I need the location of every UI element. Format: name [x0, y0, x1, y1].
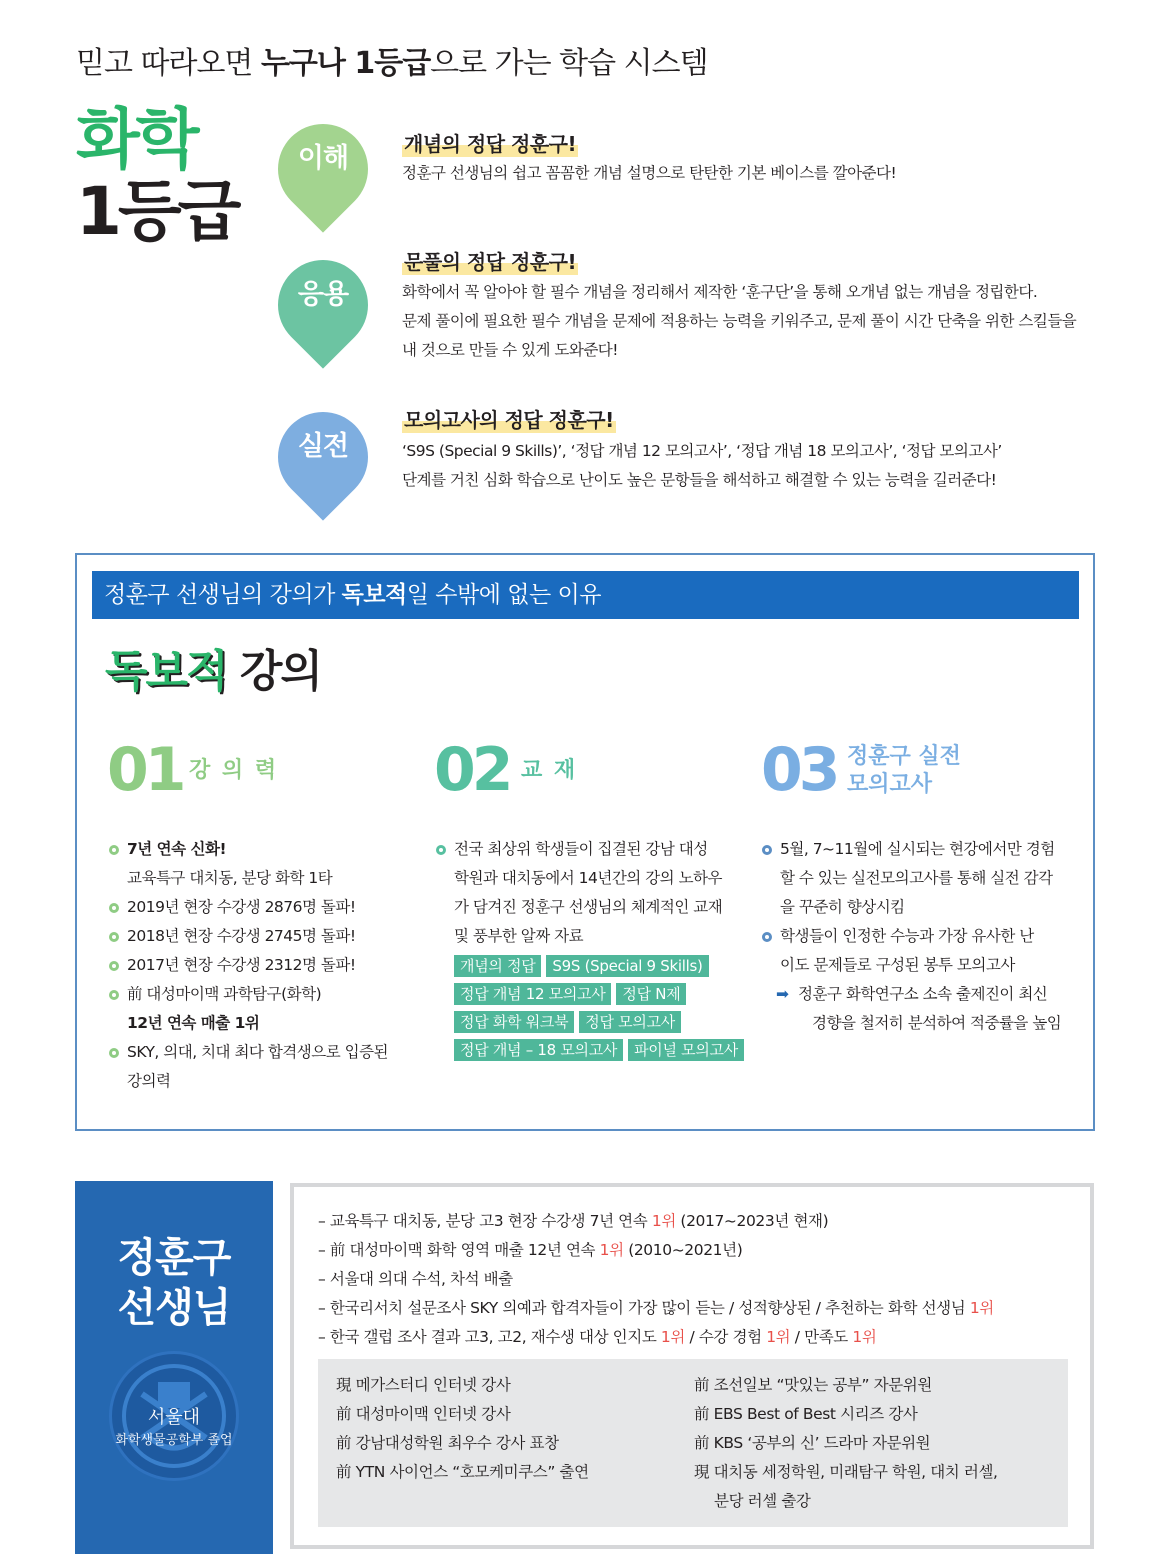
- item-line: 가 담겨진 정훈구 선생님의 체계적인 교재: [454, 898, 723, 916]
- arrow-right-icon: ➡: [776, 985, 789, 1003]
- column-number-3: 03: [761, 735, 837, 805]
- teacher-panel: [75, 1181, 273, 1554]
- book-tags: [454, 955, 754, 1067]
- teacher-name-line1: 정훈구: [117, 1235, 231, 1281]
- column-list-1: [109, 835, 429, 1096]
- career-column-left: [336, 1371, 589, 1487]
- item-sub: 12년 연속 매출 1위: [127, 1014, 260, 1032]
- step-badge-understand: 이해: [297, 142, 349, 174]
- achievement-line: [318, 1207, 994, 1236]
- bullet-icon: [109, 1048, 119, 1058]
- list-item: [436, 835, 756, 951]
- reasons-box: [75, 553, 1095, 1131]
- reasons-header-pre: 정훈구 선생님의 강의가: [104, 582, 342, 608]
- book-tag: S9S (Special 9 Skills): [546, 955, 708, 977]
- step-3-line: 단계를 거친 심화 학습으로 난이도 높은 문항들을 해석하고 해결할 수 있는 능력을 길러준다!: [402, 471, 997, 489]
- reasons-title-green: 독보적: [105, 646, 227, 697]
- headline: [76, 38, 708, 82]
- item-line: 이도 문제들로 구성된 봉투 모의고사: [780, 956, 1015, 974]
- career-history: [318, 1359, 1068, 1527]
- column-label-2: 교 재: [521, 758, 578, 783]
- item-text: 2018년 현장 수강생 2745명 돌파!: [127, 927, 356, 945]
- item-line: 할 수 있는 실전모의고사를 통해 실전 감각: [780, 869, 1053, 887]
- achievement-text: – 한국 갤럽 조사 결과 고3, 고2, 재수생 대상 인지도: [318, 1328, 661, 1346]
- book-tag: 정답 화학 워크북: [454, 1011, 574, 1033]
- list-item: [109, 835, 429, 893]
- column-list-3: [762, 835, 1082, 1038]
- rank-highlight: 1위: [852, 1328, 877, 1346]
- item-text: SKY, 의대, 치대 최다 합격생으로 입증된: [127, 1043, 389, 1061]
- item-line: 을 꾸준히 향상시킴: [780, 898, 905, 916]
- achievement-line: [318, 1236, 994, 1265]
- bullet-icon: [109, 932, 119, 942]
- rank-highlight: 1위: [599, 1241, 624, 1259]
- reasons-title-dark: 강의: [226, 646, 321, 697]
- achievement-text: / 수강 경험: [684, 1328, 767, 1346]
- career-item: 現 메가스터디 인터넷 강사: [336, 1376, 511, 1394]
- step-2-line: 화학에서 꼭 알아야 할 필수 개념을 정리해서 제작한 ‘훈구단’을 통해 오개념 없는 개념을 정립한다.: [402, 283, 1038, 301]
- list-item: [109, 1038, 429, 1096]
- bullet-icon: [762, 932, 772, 942]
- item-sub: 교육특구 대치동, 분당 화학 1타: [127, 869, 333, 887]
- step-badge-apply: 응용: [297, 278, 349, 310]
- bullet-icon: [109, 903, 119, 913]
- career-column-right: [694, 1371, 998, 1516]
- rank-highlight: 1위: [651, 1212, 676, 1230]
- career-item: 前 KBS ‘공부의 신’ 드라마 자문위원: [694, 1434, 931, 1452]
- bullet-icon: [109, 845, 119, 855]
- item-text: 2017년 현장 수강생 2312명 돌파!: [127, 956, 356, 974]
- headline-pre: 믿고 따라오면: [76, 46, 261, 81]
- column-number-2: 02: [434, 735, 510, 805]
- achievement-text: – 한국리서치 설문조사 SKY 의예과 합격자들이 가장 많이 듣는 / 성적향상된 / 추천하는 화학 선생님: [318, 1299, 970, 1317]
- teacher-name: [75, 1233, 273, 1333]
- list-item: [109, 951, 429, 980]
- career-item: 前 YTN 사이언스 “호모케미쿠스” 출연: [336, 1463, 589, 1481]
- career-item: 現 대치동 세정학원, 미래탐구 학원, 대치 러셀,: [694, 1463, 998, 1481]
- step-1-line: 정훈구 선생님의 쉽고 꼼꼼한 개념 설명으로 탄탄한 기본 베이스를 깔아준다!: [402, 164, 897, 182]
- reasons-header-bold: 독보적: [341, 582, 407, 608]
- big-title: [76, 101, 238, 250]
- step-title-2: 문풀의 정답 정훈구!: [402, 246, 578, 275]
- column-number-1: 01: [107, 735, 183, 805]
- step-2-line: 내 것으로 만들 수 있게 도와준다!: [402, 341, 618, 359]
- item-line: 전국 최상위 학생들이 집결된 강남 대성: [454, 840, 708, 858]
- career-item: 前 강남대성학원 최우수 강사 표창: [336, 1434, 559, 1452]
- achievement-text: – 前 대성마이맥 화학 영역 매출 12년 연속: [318, 1241, 600, 1259]
- rank-highlight: 1위: [969, 1299, 994, 1317]
- column-list-2: [436, 835, 756, 1067]
- career-box: [290, 1183, 1094, 1549]
- teacher-department: 화학생물공학부 졸업: [115, 1433, 233, 1448]
- list-item: [109, 893, 429, 922]
- item-sub: 강의력: [127, 1072, 171, 1090]
- book-tag: 정답 개념 – 18 모의고사: [454, 1039, 623, 1061]
- step-text-1: [402, 159, 896, 188]
- big-title-line2: 1등급: [76, 173, 238, 250]
- bullet-icon: [109, 990, 119, 1000]
- achievement-line: [318, 1265, 994, 1294]
- reasons-header: [92, 571, 1079, 619]
- column-label-3-line: 모의고사: [847, 772, 933, 797]
- headline-bold: 누구나 1등급: [260, 46, 431, 81]
- career-item: 前 EBS Best of Best 시리즈 강사: [694, 1405, 918, 1423]
- item-text: 2019년 현장 수강생 2876명 돌파!: [127, 898, 356, 916]
- achievement-text: (2010~2021년): [623, 1241, 743, 1259]
- step-text-3: [402, 437, 1002, 495]
- list-item: [762, 980, 1082, 1038]
- teacher-name-line2: 선생님: [117, 1285, 231, 1331]
- item-line: 5월, 7~11월에 실시되는 현강에서만 경험: [780, 840, 1055, 858]
- career-item: 前 조선일보 “맛있는 공부” 자문위원: [694, 1376, 932, 1394]
- step-text-2: [402, 278, 1076, 365]
- step-title-3: 모의고사의 정답 정훈구!: [402, 404, 616, 433]
- column-label-3: [847, 743, 961, 799]
- step-title-1: 개념의 정답 정훈구!: [402, 128, 578, 157]
- career-item: 前 대성마이맥 인터넷 강사: [336, 1405, 511, 1423]
- item-line: 정훈구 화학연구소 소속 출제진이 최신: [798, 985, 1048, 1003]
- item-text: 7년 연속 신화!: [127, 840, 227, 858]
- achievement-text: – 서울대 의대 수석, 차석 배출: [318, 1270, 513, 1288]
- achievement-line: [318, 1294, 994, 1323]
- column-label-3-line: 정훈구 실전: [847, 744, 961, 769]
- book-tag: 정답 모의고사: [579, 1011, 681, 1033]
- item-text: 前 대성마이맥 과학탐구(화학): [127, 985, 322, 1003]
- achievement-text: – 교육특구 대치동, 분당 고3 현장 수강생 7년 연속: [318, 1212, 652, 1230]
- headline-post: 으로 가는 학습 시스템: [430, 46, 708, 81]
- bullet-icon: [109, 961, 119, 971]
- teacher-university: 서울대: [147, 1407, 201, 1428]
- bullet-icon: [762, 845, 772, 855]
- career-item: 분당 러셀 출강: [714, 1492, 811, 1510]
- achievements-list: [318, 1207, 994, 1352]
- column-label-1: 강 의 력: [189, 758, 279, 783]
- achievement-text: (2017~2023년 현재): [675, 1212, 829, 1230]
- achievement-line: [318, 1323, 994, 1352]
- bullet-icon: [436, 845, 446, 855]
- book-tag: 개념의 정답: [454, 955, 541, 977]
- item-line: 학원과 대치동에서 14년간의 강의 노하우: [454, 869, 723, 887]
- list-item: [109, 922, 429, 951]
- book-tag: 정답 N제: [616, 983, 686, 1005]
- list-item: [762, 922, 1082, 980]
- rank-highlight: 1위: [766, 1328, 791, 1346]
- item-line: 및 풍부한 알짜 자료: [454, 927, 584, 945]
- step-3-line: ‘S9S (Special 9 Skills)’, ‘정답 개념 12 모의고사’, ‘정답 개념 18 모의고사’, ‘정답 모의고사’: [402, 442, 1002, 460]
- achievement-text: / 만족도: [790, 1328, 853, 1346]
- reasons-header-post: 일 수밖에 없는 이유: [406, 582, 601, 608]
- book-tag: 정답 개념 12 모의고사: [454, 983, 611, 1005]
- item-line: 학생들이 인정한 수능과 가장 유사한 난: [780, 927, 1034, 945]
- step-badge-practice: 실전: [297, 430, 349, 462]
- list-item: [109, 980, 429, 1038]
- step-2-line: 문제 풀이에 필요한 필수 개념을 문제에 적용하는 능력을 키워주고, 문제 풀이 시간 단축을 위한 스킬들을: [402, 312, 1077, 330]
- item-line: 경향을 철저히 분석하여 적중률을 높임: [812, 1014, 1062, 1032]
- book-tag: 파이널 모의고사: [628, 1039, 744, 1061]
- rank-highlight: 1위: [660, 1328, 685, 1346]
- big-title-line1: 화학: [76, 101, 196, 178]
- list-item: [762, 835, 1082, 922]
- reasons-title: [105, 635, 321, 699]
